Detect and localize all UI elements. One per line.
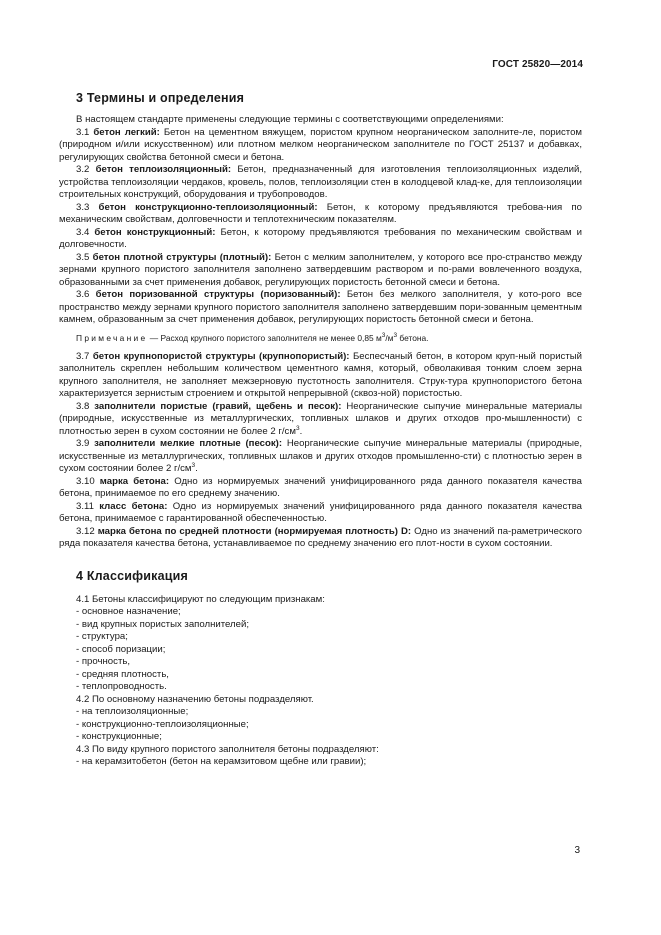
term-3-5: 3.5 бетон плотной структуры (плотный): Бетон с мелким заполнителем, у которого все про-странство между зернами крупного пористого заполнителя заполнено затвердевшим раствором и по-рами вовлеченного воздуха, образованными за счет применения добавок, регулирующих пористость бетонной смеси и бетона.	[59, 251, 582, 288]
term-3-9: 3.9 заполнители мелкие плотные (песок): Неорганические сыпучие минеральные материалы (природные, искусственные из металлургических, топливных шлаков и других отходов промышленно-сти) с плотностью зерен в сухом состоянии более 2 $г/см^3$.	[59, 438, 582, 474]
list-item: - вид крупных пористых заполнителей;	[76, 618, 249, 630]
list-item: - на керамзитобетон (бетон на керамзитовом щебне или гравии);	[76, 756, 367, 767]
note-3-6: Примечание — Расход крупного пористого заполнителя не менее 0,85 $м^3/м^3$ бетона.	[76, 331, 429, 343]
list-item: - конструкционно-теплоизоляционные;	[76, 718, 249, 730]
list-item: - основное назначение;	[76, 606, 181, 617]
section-3-heading: 3 Термины и определения	[76, 91, 245, 105]
list-item: - конструкционные;	[76, 731, 162, 742]
term-3-3: 3.3 бетон конструкционно-теплоизоляционный: Бетон, к которому предъявляются требова-ния по механическим свойствам, долговечности и теплотехническим показателям.	[59, 201, 582, 225]
list-item: - прочность,	[76, 656, 131, 667]
clause-4-3: 4.3 По виду крупного пористого заполнителя бетоны подразделяют:	[76, 743, 379, 755]
term-3-11: 3.11 класс бетона: Одно из нормируемых значений унифицированного ряда данного показателя качества бетона, принимаемое с гарантированной обеспеченностью.	[59, 500, 583, 524]
term-3-8: 3.8 заполнители пористые (гравий, щебень и песок): Неорганические сыпучие минеральные материалы (природные, искусственные из металлургических, топливных шлаков и других отходов про-мышленности) с плотностью зерен в сухом состоянии не более 2 $г/см^3$.	[59, 400, 582, 437]
page-content	[59, 90, 582, 769]
list-item: - структура;	[76, 631, 128, 642]
list-item: - на теплоизоляционные;	[76, 706, 189, 717]
section-4-heading: 4 Классификация	[76, 568, 189, 583]
term-3-7: 3.7 бетон крупнопористой структуры (крупнопористый): Беспесчаный бетон, в котором круп-ный пористый заполнитель скреплен небольшим количеством цементного камня, который, обволакивая тонким слоем зерна крупного заполнителя, не заполняет межзерновую пустотность заполнителя. Струк-тура крупнопористого бетона характеризуется зернистым строением и открытой непрерывной (сквоз-ной) пористостью.	[59, 350, 582, 399]
list-item: - средняя плотность,	[76, 668, 169, 680]
term-3-12: 3.12 марка бетона по средней плотности (нормируемая плотность) D: Одно из значений па-раметрического ряда показателя качества бетона, устанавливаемое по среднему значению его плот-ности в сухом состоянии.	[59, 525, 583, 549]
list-item: - способ поризации;	[76, 643, 166, 655]
document-code: ГОСТ 25820—2014	[492, 59, 583, 70]
term-3-10: 3.10 марка бетона: Одно из нормируемых значений унифицированного ряда данного показателя качества бетона, принимаемое по его среднему значению.	[59, 475, 582, 499]
term-3-1: 3.1 бетон легкий: Бетон на цементном вяжущем, пористом крупном неорганическом заполните-ле, пористом (природном и/или искусственном) или плотном мелком неорганическом заполнителе по ГОСТ 25137 и добавках, регулирующих свойства бетонной смеси и бетона.	[59, 126, 583, 163]
page-number: 3	[574, 845, 580, 856]
clause-4-1: 4.1 Бетоны классифицируют по следующим признакам:	[76, 593, 325, 605]
clause-4-2: 4.2 По основному назначению бетоны подразделяют.	[76, 693, 314, 705]
section-3-intro: В настоящем стандарте применены следующие термины с соответствующими определениями:	[76, 114, 504, 125]
list-item: - теплопроводность.	[76, 681, 167, 692]
term-3-4: 3.4 бетон конструкционный: Бетон, к которому предъявляются требования по механическим свойствам и долговечности.	[59, 226, 582, 250]
term-3-6: 3.6 бетон поризованной структуры (поризованный): Бетон без мелкого заполнителя, у кото-рого все пространство между зернами крупного пористого заполнителя заполнено затвердевшим пори-зованным цементным камнем, образованным за счет применения добавок, регулирующих пористость бетонной смеси и бетона.	[59, 289, 582, 325]
term-3-2: 3.2 бетон теплоизоляционный: Бетон, предназначенный для изготовления теплоизоляционных изделий, устройства теплоизоляции чердаков, кровель, полов, теплоизоляции стен в колодцевой клад-ке, для теплоизоляции строительных конструкций, оборудования и трубопроводов.	[59, 164, 583, 200]
